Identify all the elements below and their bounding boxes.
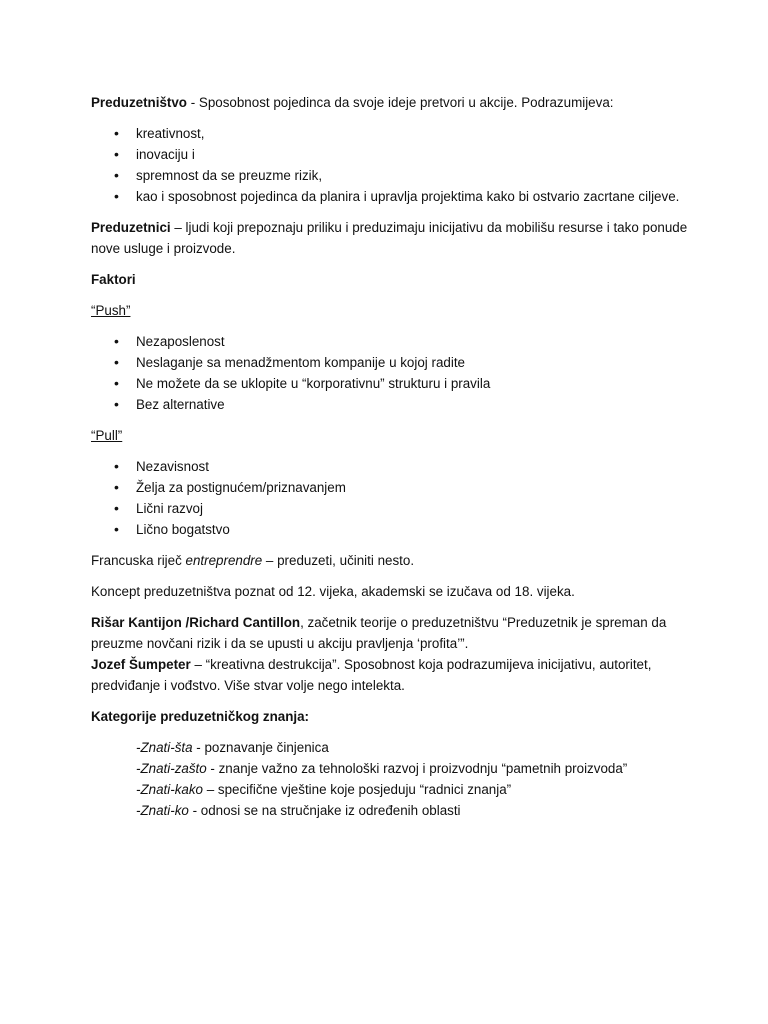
knowledge-text: - znanje važno za tehnološki razvoj i proizvodnju “pametnih proizvoda” <box>206 761 628 776</box>
document-page <box>91 92 691 821</box>
intro-definition: - Sposobnost pojedinca da svoje ideje pretvori u akcije. Podrazumijeva: <box>186 95 614 110</box>
knowledge-term: -Znati-ko <box>136 803 189 818</box>
knowledge-term: -Znati-kako <box>136 782 203 797</box>
intro-list <box>91 123 691 207</box>
entrepreneurs-definition: – ljudi koji prepoznaju priliku i preduzimaju inicijativu da mobilišu resurse i tako ponude nove usluge i proizvode. <box>91 220 688 256</box>
push-heading-text: “Push” <box>91 303 131 318</box>
knowledge-item <box>91 779 691 800</box>
list-item: • Bez alternative <box>91 394 691 415</box>
list-item: • spremnost da se preuzme rizik, <box>91 165 691 186</box>
intro-paragraph <box>91 92 691 113</box>
list-item: • Neslaganje sa menadžmentom kompanije u kojoj radite <box>91 352 691 373</box>
knowledge-term: -Znati-šta <box>136 740 193 755</box>
schumpeter-text: – “kreativna destrukcija”. Sposobnost koja podrazumijeva inicijativu, autoritet, predviđanje i vođstvo. Više stvar volje nego intelekta. <box>91 657 652 693</box>
entrepreneurs-paragraph <box>91 217 691 259</box>
knowledge-heading <box>91 706 691 727</box>
knowledge-heading-text: Kategorije preduzetničkog znanja: <box>91 709 310 724</box>
cantillon-text: , začetnik teorije o preduzetništvu “Preduzetnik je spreman da preuzme novčani rizik i da se upusti u akciju pravljenja ‘profita’”. <box>91 615 667 651</box>
push-list <box>91 331 691 415</box>
concept-paragraph: Koncept preduzetništva poznat od 12. vijeka, akademski se izučava od 18. vijeka. <box>91 584 575 599</box>
knowledge-item <box>91 737 691 758</box>
list-item: • kreativnost, <box>91 123 691 144</box>
pull-heading <box>91 425 691 446</box>
push-heading <box>91 300 691 321</box>
knowledge-term: -Znati-zašto <box>136 761 207 776</box>
list-item: • Nezavisnost <box>91 456 691 477</box>
knowledge-text: – specifične vještine koje posjeduju “radnici znanja” <box>202 782 512 797</box>
pull-list <box>91 456 691 540</box>
knowledge-text: - poznavanje činjenica <box>192 740 329 755</box>
french-paragraph <box>91 550 691 571</box>
list-item: • Ne možete da se uklopite u “korporativnu” strukturu i pravila <box>91 373 691 394</box>
entrepreneurs-term: Preduzetnici <box>91 220 171 235</box>
knowledge-item <box>91 800 691 821</box>
list-item: • kao i sposobnost pojedinca da planira i upravlja projektima kako bi ostvario zacrtane ciljeve. <box>91 186 691 207</box>
list-item: • Nezaposlenost <box>91 331 691 352</box>
cantillon-name: Rišar Kantijon /Richard Cantillon <box>91 615 301 630</box>
knowledge-text: - odnosi se na stručnjake iz određenih oblasti <box>188 803 461 818</box>
factors-heading-text: Faktori <box>91 272 136 287</box>
list-item: • Lično bogatstvo <box>91 519 691 540</box>
list-item: • Želja za postignućem/priznavanjem <box>91 477 691 498</box>
knowledge-list <box>91 737 691 821</box>
french-suffix: – preduzeti, učiniti nesto. <box>262 553 415 568</box>
french-prefix: Francuska riječ <box>91 553 186 568</box>
factors-heading <box>91 269 691 290</box>
cantillon-paragraph <box>91 612 691 654</box>
schumpeter-name: Jozef Šumpeter <box>91 657 191 672</box>
schumpeter-paragraph <box>91 654 691 696</box>
pull-heading-text: “Pull” <box>91 428 123 443</box>
french-word: entreprendre <box>185 553 263 568</box>
list-item: • Lični razvoj <box>91 498 691 519</box>
list-item: • inovaciju i <box>91 144 691 165</box>
intro-term: Preduzetništvo <box>91 95 187 110</box>
knowledge-item <box>91 758 691 779</box>
